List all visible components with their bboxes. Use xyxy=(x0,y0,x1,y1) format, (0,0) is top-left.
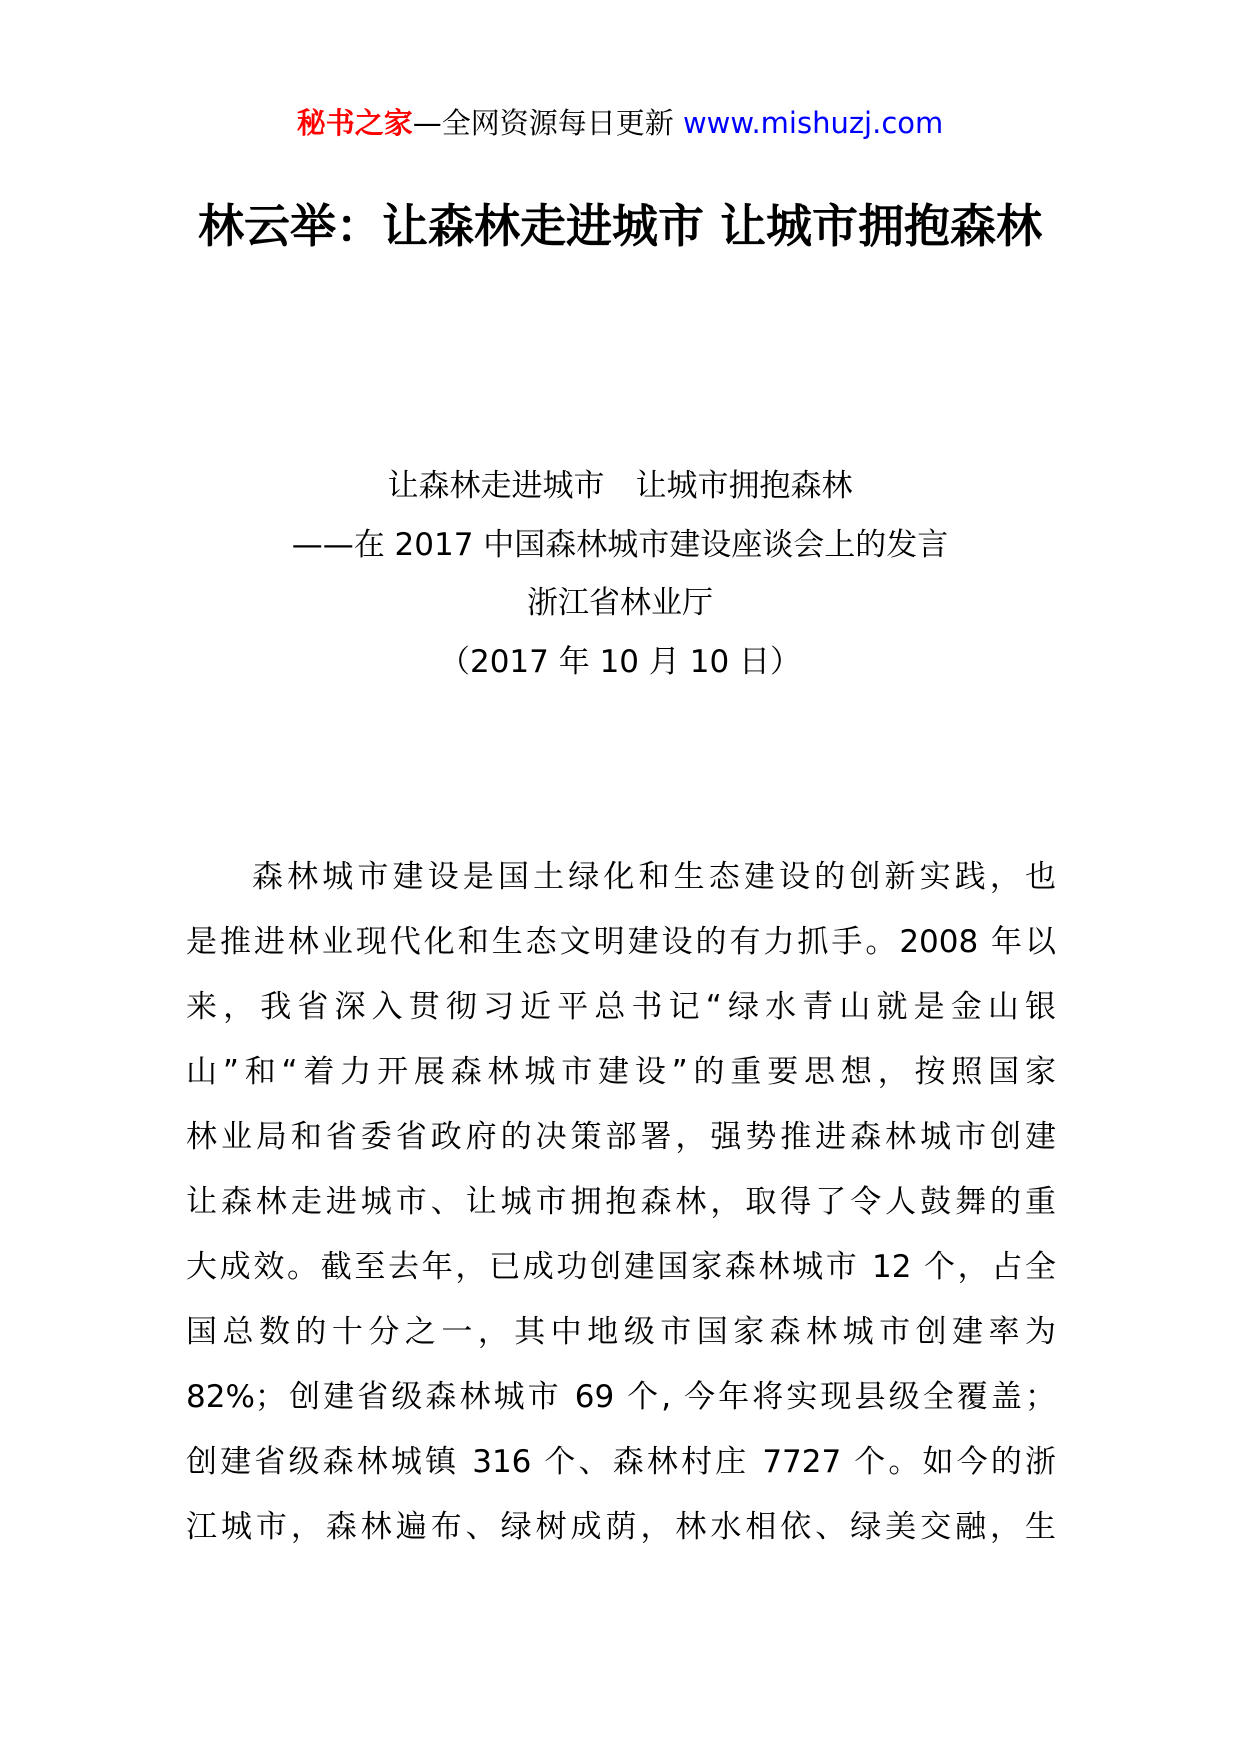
site-slogan: —全网资源每日更新 xyxy=(412,106,674,140)
body-line: 让森林走进城市、让城市拥抱森林，取得了令人鼓舞的重 xyxy=(186,1184,1056,1220)
body-line: 森林城市建设是国土绿化和生态建设的创新实践，也 xyxy=(252,859,1056,895)
speech-organization: 浙江省林业厅 xyxy=(527,585,713,621)
body-line: 来，我省深入贯彻习近平总书记“绿水青山就是金山银 xyxy=(186,989,1056,1025)
body-line: 山”和“着力开展森林城市建设”的重要思想，按照国家 xyxy=(186,1054,1056,1090)
speech-subtitle: ——在 2017 中国森林城市建设座谈会上的发言 xyxy=(291,527,949,563)
body-line: 林业局和省委省政府的决策部署，强势推进森林城市创建 xyxy=(186,1119,1056,1155)
body-line: 江城市，森林遍布、绿树成荫，林水相依、绿美交融，生 xyxy=(186,1509,1056,1545)
document-title: 林云举：让森林走进城市 让城市拥抱森林 xyxy=(197,199,1042,253)
site-url-link[interactable]: www.mishuzj.com xyxy=(682,106,944,140)
body-paragraph xyxy=(186,845,1056,1560)
site-header xyxy=(0,103,1240,143)
body-line: 82%；创建省级森林城市 69 个, 今年将实现县级全覆盖； xyxy=(186,1379,1056,1415)
brand-name: 秘书之家 xyxy=(296,106,413,140)
body-line: 国总数的十分之一，其中地级市国家森林城市创建率为 xyxy=(186,1314,1056,1350)
speech-date: （2017 年 10 月 10 日） xyxy=(438,644,802,680)
body-line: 创建省级森林城镇 316 个、森林村庄 7727 个。如今的浙 xyxy=(186,1444,1056,1480)
speech-title: 让森林走进城市 让城市拥抱森林 xyxy=(387,468,853,504)
body-line: 是推进林业现代化和生态文明建设的有力抓手。2008 年以 xyxy=(186,924,1056,960)
body-line: 大成效。截至去年，已成功创建国家森林城市 12 个，占全 xyxy=(186,1249,1056,1285)
